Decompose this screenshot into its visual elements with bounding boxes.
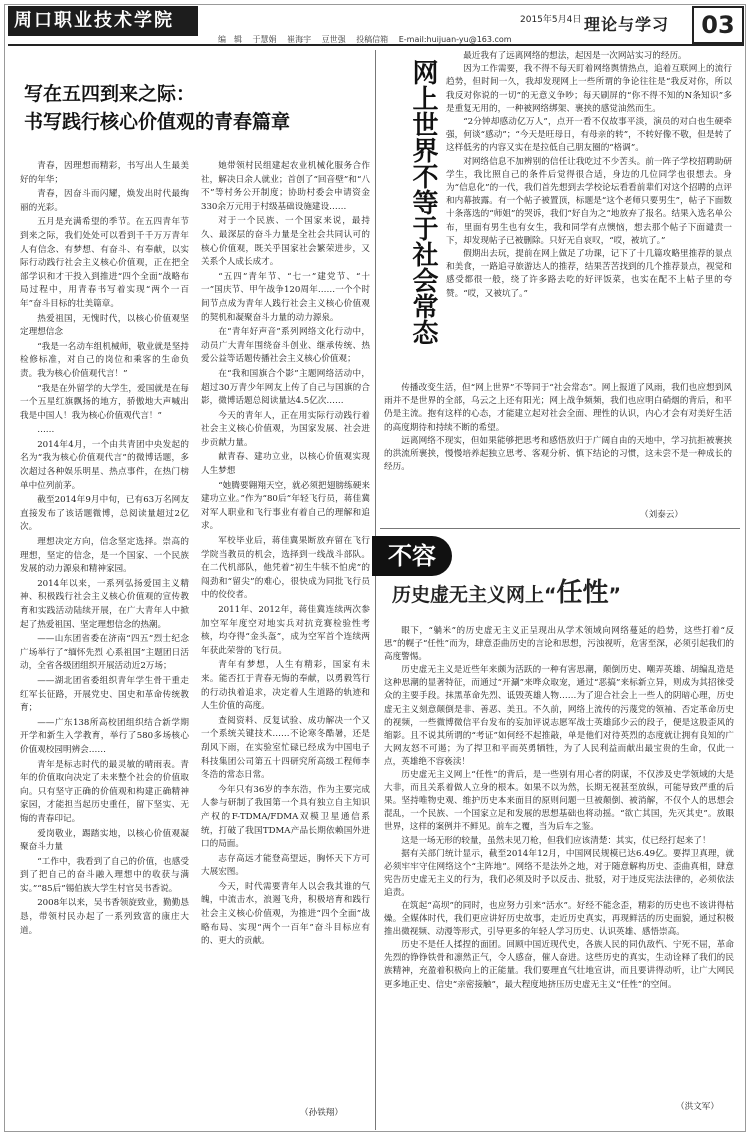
paragraph: 青年是标志时代的最灵敏的晴雨表。青年的价值取向决定了未来整个社会的价值取向。只有坚守正确的价值观和构建正确精神家园，才能担当起历史重任，留下坚实、无悔的青春印记。 bbox=[20, 759, 189, 824]
paragraph: 今天，时代需要青年人以会我其谁的气魄，中流击水，浪遏飞舟，积极培育和践行社会主义核心价值观，为推进“四个全面”战略布局、实现“两个一百年”奋斗目标应有的、更大的贡献。 bbox=[201, 881, 370, 947]
paragraph: 理想决定方向，信念坚定选择。崇高的理想，坚定的信念，是一个国家、一个民族发展的动力源泉和精神家园。 bbox=[20, 537, 189, 575]
paragraph: 历史不是任人揉捏的面团。回顾中国近现代史，各族人民的同仇敌忾、宁死不屈，革命先烈的铮铮铁骨和凛然正气，令人感奋，催人奋进。这些历史的真实，生动诠释了我们的民族精神，充盈着积极向上的正能量。我们要理直气壮地宣讲，而且要讲得动听，让广大网民更多地正史、信史“亲密接触”，最大程度地挤压历史虚无主义“任性”的空间。 bbox=[384, 940, 734, 990]
paragraph: 2014年4月，一个由共青团中央发起的名为“我为核心价值观代言”的微博话题，多次超过各种娱乐明星、热点事件，在热门榜单中位列前茅。 bbox=[20, 439, 189, 491]
paragraph: 今天的青年人，正在用实际行动践行着社会主义核心价值观，为国家发展、社会进步贡献力量。 bbox=[201, 410, 370, 448]
paragraph: 志存高远才能登高望远，胸怀天下方可大展宏图。 bbox=[201, 853, 370, 878]
article1-title bbox=[24, 80, 364, 136]
article2-body-continued bbox=[384, 382, 732, 520]
section-name: 理论与学习 bbox=[584, 15, 670, 34]
paragraph: “工作中，我看到了自己的价值，也感受到了把自己的奋斗融入理想中的收获与满实。”“85后”锡伯族大学生村官吴书香说。 bbox=[20, 856, 189, 894]
editor-label: 编 辑 bbox=[218, 35, 242, 44]
article1-byline: （孙铁翔） bbox=[300, 1108, 343, 1118]
article1-title-line: 写在五四到来之际： bbox=[24, 83, 196, 105]
paragraph: “五四”青年节、“七一”建党节、“十一”国庆节、甲午战争120周年……一个个时间节点成为青年人践行社会主义核心价值观的契机和凝聚奋斗力量的动力源泉。 bbox=[201, 271, 370, 323]
paragraph: 传播改变生活，但“网上世界”不等同于“社会常态”。网上报道了风雨，我们也应想到风雨并不是世界的全部，乌云之上还有阳光；网上战争频频，我们也应明白硝烟的背后，和平仍是主流。抱有这样的心态，才能建立起对社会全面、理性的认识，内心才会有对美好生活的高度期待和持续不断的希望。 bbox=[384, 383, 732, 433]
paragraph: …… bbox=[37, 425, 55, 436]
masthead bbox=[8, 6, 744, 42]
paragraph: 爱岗敬业，踢踏实地，以核心价值观凝聚奋斗力量 bbox=[20, 828, 189, 853]
paragraph: 青年有梦想，人生有精彩，国家有未来。能否扛于青春无悔的奉献，以勇毅笃行的行动执着追求，决定着人生道路的轨迹和人生价值的高度。 bbox=[201, 660, 370, 712]
editor-name: 豆世强 bbox=[321, 35, 346, 44]
paragraph: 截至2014年9月中旬，已有63万名网友直接发布了该话题微博，总阅读量超过2亿次。 bbox=[20, 495, 189, 533]
paragraph: ——山东团省委在济南“四五”烈士纪念广场举行了“缅怀先烈 心系祖国”主题团日活动，全省各级团组织开展活动近2万场； bbox=[20, 634, 189, 672]
paragraph: 因为工作需要，我不得不每天盯着网络舆情热点，追着互联网上的流行趋势，但时间一久，我却发现网上一些所谓的争论往往是“我反对你，所以我反对你说的一切”的无意义争吵；每天刷屏的“你不得不知的N条知识”多是重复无用的，一种被网络绑架、裹挟的感觉油然而生。 bbox=[446, 64, 732, 114]
editor-name: 于慧娟 bbox=[252, 35, 277, 44]
section-divider bbox=[380, 528, 740, 529]
paragraph: 在“青年好声音”系列网络文化行动中，动员广大青年围绕奋斗创业、继承传统、热爱公益等话题传播社会主义核心价值观； bbox=[201, 327, 370, 365]
editor-name: 崔海宇 bbox=[287, 35, 312, 44]
article3-body bbox=[384, 625, 734, 1115]
paragraph: “我是在外留学的大学生，爱国就是在每一个五星红旗飘扬的地方，骄傲地大声喊出我是中国人！我为核心价值观代言！” bbox=[20, 383, 189, 421]
paragraph: 查阅资料、反复试验、成功解决一个又一个系统关键技术……不论寒冬酷暑，还是刮风下雨，在实验室忙碌已经成为中国电子科技集团公司第五十四研究所高级工程师李冬浩的常态日常。 bbox=[201, 715, 370, 781]
article2-headline: 网上世界不等于社会常态 bbox=[390, 52, 438, 352]
article1-body bbox=[20, 160, 370, 1115]
masthead-rule bbox=[8, 44, 744, 46]
paragraph: 2011年、2012年，蒋佳冀连续两次参加空军年度空对地实兵对抗竞赛检验性考核，均夺得“金头盔”，成为空军首个连续两年获此荣誉的飞行员。 bbox=[201, 605, 370, 656]
article3-kicker: 不容 bbox=[372, 536, 452, 576]
paragraph: 军校毕业后，蒋佳冀果断放弃留在飞行学院当教员的机会，选择到一线战斗部队。在二代机部队，他凭着“初生牛犊不怕虎”的闯劲和“留尖”的难心，很快成为同批飞行员中的佼佼者。 bbox=[201, 536, 370, 601]
paragraph: 最近我有了远离网络的想法，起因是一次网站实习的经历。 bbox=[463, 51, 687, 61]
column-divider bbox=[375, 50, 376, 1130]
paragraph: 历史虚无主义是近些年来颇为活跃的一种有害思潮，颠倒历史、嘲弄英雄、胡编乱造是这种思潮的显著特征，而通过“开涮”来哗众取宠，通过“恶搞”来标新立异，则成为其招徕受众的主要手段。抹黑革命先烈、诋毁英雄人物……为了迎合社会上一些人的阴暗心理，历史虚无主义刻意颠倒是非、善恶、美丑。不久前，网络上流传的污蔑党的领袖、否定革命历史的视频，一些微博微信平台发布的妄加评说志愿军战士英雄邱少云的段子，便是这股歪风的缩影。且不说其所谓的“考证”如何经不起推敲，单是他们对待英烈的态度就让拥有良知的广大网友怒不可遏；为了捍卫和平而英勇牺牲，为了人民利益而献出最宝贵的生命，仅此一点，英雄绝不容亵渎！ bbox=[384, 665, 734, 767]
paragraph: 她带领村民组建起农业机械化服务合作社，解决日余人就业；首创了“回音壁”和“八不”等村务公开制度；协助村委会申请资金330余万元用于村级基础设施建设…… bbox=[201, 161, 370, 212]
article2-byline: （刘泰云） bbox=[640, 510, 683, 520]
paragraph: 假期出去玩，提前在网上做足了功课，记下了十几篇攻略里推荐的景点和美食，一路追寻旅游达人的推荐，结果苦苦找到的几个推荐景点，视觉和感受都很一般，绕了许多路去吃的好评饭菜，也实在配不上帖子里的夸赞。“哎，又被坑了。” bbox=[446, 249, 732, 299]
paragraph: 在“我和国旗合个影”主题网络活动中，超过30万青少年网友上传了自己与国旗的合影，微博话题总阅读量达4.5亿次…… bbox=[201, 368, 370, 407]
paragraph: 2014年以来，一系列弘扬爱国主义精神、积极践行社会主义核心价值观的宣传教育和实践活动陆续开展，在广大青年人中掀起了热爱祖国、坚定理想信念的热潮。 bbox=[20, 578, 189, 630]
article3-title-end: ” bbox=[608, 584, 622, 606]
issue-date: 2015年5月4日 bbox=[520, 15, 582, 25]
paragraph: 对网络信息不加辨别的信任让我吃过不少苦头。前一阵子学校招聘助研学生，我比照自己的条件后觉得很合适，身边的几位同学也很想去。身为“信息化”的一代，我们首先想到去学校论坛看看前辈们对这个招聘的点评和内幕披露。有一个帖子被置顶，标题是“这个老师只要男生”，帖子下面数十条落选的“师姐”的哭诉，我们“好自为之”地放弃了报名。结果入选名单公布，里面有男生也有女生，我和同学有点懊恼，想去那个帖子下面谴责一下，却发现帖子已被删除。只好无自哀叹，“哎，被坑了。” bbox=[446, 156, 732, 246]
paragraph: 在筑起“高坝”的同时，也应努力引来“活水”。好经不能念歪，精彩的历史也不该讲得枯燥。全媒体时代，我们更应讲好历史故事，走近历史真实，再现鲜活的历史面貌，通过积极推出微视频、动漫等形式，引导更多的年轻人学习历史、认识英雄、感悟崇高。 bbox=[384, 900, 734, 938]
paragraph: 热爱祖国，无愧时代，以核心价值观坚定理想信念 bbox=[20, 313, 189, 338]
paragraph: 对于一个民族、一个国家来说，最持久、最深层的奋斗力量是全社会共同认可的核心价值观，既关乎国家社会繁荣进步，又关系个人成长成才。 bbox=[201, 216, 370, 268]
paragraph: 历史虚无主义网上“任性”的背后，是一些别有用心者的阴谋，不仅涉及史学领域的大是大非，而且关系着做人立身的根本。如果不以为然，长期无视甚至放纵，可能导致严重的后果。坚持唯物史观、维护历史本来面目的原则问题一旦被颠倒、被消解，不仅个人的思想会混乱，一个民族、一个国家立足和发展的思想基础也将动摇。“欲亡其国，先灭其史”。放眼世界，这样的案例并不鲜见。前车之覆，当为后车之鉴。 bbox=[384, 770, 734, 833]
article3-title-text: 历史虚无主义网上“ bbox=[392, 584, 557, 606]
paragraph: 眼下，“躺米”的历史虚无主义正呈现出从学术领域向网络蔓延的趋势，这些打着“反思”的幌子“任性”而为，肆意歪曲历史的言论和思想，污浊视听，危害至深，必须引起我们的高度警惕。 bbox=[384, 626, 734, 663]
article1-title-line: 书写践行核心价值观的青春篇章 bbox=[24, 111, 291, 133]
paragraph: 今年只有36岁的李东浩，作为主要完成人参与研制了我国第一个具有独立自主知识产权的F-TDMA/FDMA双模卫星通信系统，打破了我国TDMA产品长期依赖国外进口的局面。 bbox=[201, 784, 370, 850]
paragraph: “她腾要翱翔天空，就必须把翅膀练硬来建功立业。”作为“80后”年轻飞行员，蒋佳冀对军人职业和飞行事业有着自己的理解和追求。 bbox=[201, 480, 370, 532]
paragraph: 献青春、建功立业，以核心价值观实现人生梦想 bbox=[201, 452, 370, 477]
paragraph: ——广东138所高校团组织结合新学期开学和新生入学教育，举行了580多场核心价值观校园明辨会…… bbox=[20, 717, 189, 755]
page-number: 03 bbox=[692, 6, 744, 44]
paragraph: “2分钟却感动亿万人”，点开一看不仅故事平淡，演员的对白也生硬牵强，何谈“感动”；“今天是旺母日，有母亲的转”，不转好像不敬，但是转了这样低劣的内容又实在是拉低自己朋友圈的“格调”。 bbox=[446, 117, 732, 154]
paragraph: 据有关部门统计显示，截至2014年12月，中国网民规模已达6.49亿。要捍卫真理，就必须牢牢守住网络这个“主阵地”。网络不是法外之地，对于随意解构历史、歪曲真相，肆意宪告历史虚无主义的行为，我们必须及时予以反击、批驳，对于违反宪法法律的，必须依法追责。 bbox=[384, 848, 734, 898]
email-label: 投稿信箱 bbox=[356, 35, 389, 44]
paragraph: 青春，因理想而精彩，书写出人生最美好的年华； bbox=[20, 161, 189, 185]
newspaper-brand: 周口职业技术学院 bbox=[8, 6, 198, 36]
article3-title-emphasis: 任性 bbox=[556, 578, 609, 608]
email-address: E-mail:huijuan-yu@163.com bbox=[398, 35, 512, 44]
paragraph: 青春，因奋斗而闪耀，焕发出时代最绚丽的光彩。 bbox=[20, 189, 189, 213]
paragraph: 2008年以来，吴书香领旋致业，勤勤恳恳，带领村民办起了一系列致富的康庄大道。 bbox=[20, 898, 189, 936]
paragraph: “我是一名动车组机械师，敬业就是坚持检修标准，对自己的岗位和乘客的生命负责。我为核心价值观代言！” bbox=[20, 341, 189, 379]
article3-byline: （洪文军） bbox=[676, 1102, 719, 1112]
paragraph: ——湖北团省委组织青年学生骨干重走红军长征路，开展党史、国史和革命传统教育； bbox=[20, 675, 189, 714]
article3-title bbox=[392, 578, 737, 610]
paragraph: 远离网络不现实，但如果能够把思考和感悟放归于广阔自由的天地中，学习抗拒被裹挟的洪流所裹挟，慢慢培养起独立思考、客观分析、慎下结论的习惯，这未尝不是一种成长的经历。 bbox=[384, 435, 732, 473]
paragraph: 五月是充满希望的季节。在五四青年节到来之际，我们处处可以看到千千万万青年人有信念、有梦想、有奋斗、有奉献，以实际行动践行社会主义核心价值观，正在把全部学识和才干投入到推进“四个全面”战略布局过程中，用青春书写着实现“两个一百年”奋斗目标的壮美篇章。 bbox=[20, 217, 189, 309]
paragraph: 这是一场无形的较量，虽然未见刀枪，但我们应该清楚：其实，仗已经打起来了！ bbox=[401, 835, 711, 846]
